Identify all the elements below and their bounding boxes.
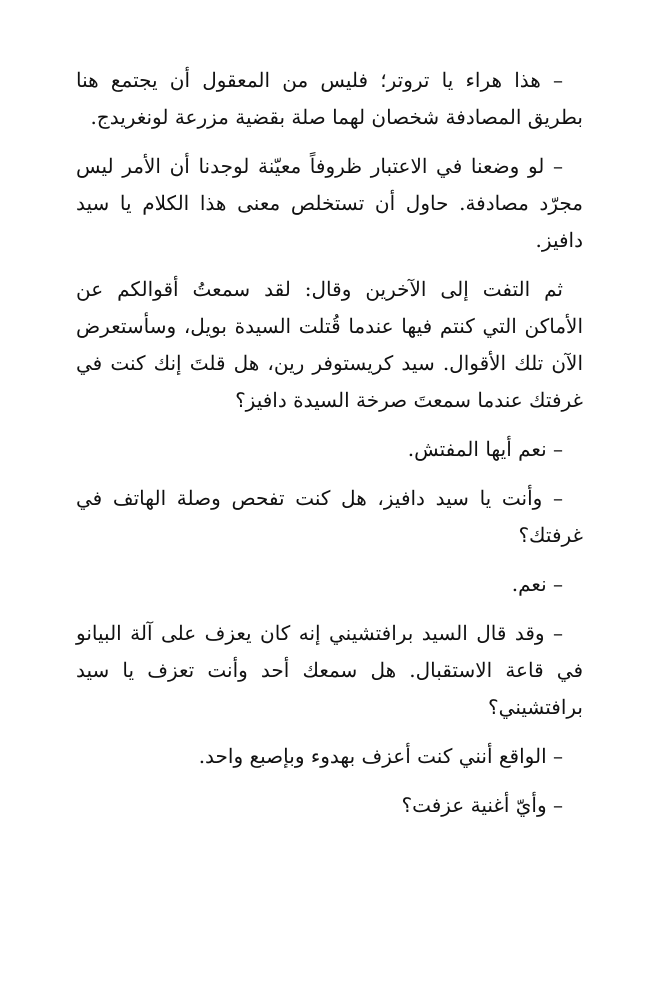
paragraph-8: – الواقع أنني كنت أعزف بهدوء وبإصبع واحد. [198,744,563,768]
book-page [76,62,583,824]
paragraph-1: – هذا هراء يا تروتر؛ فليس من المعقول أن يجتمع هنا بطريق المصادفة شخصان لهما صلة بقضية مزرعة لونغريدج. [76,68,583,129]
paragraph-3: ثم التفت إلى الآخرين وقال: لقد سمعتُ أقوالكم عن الأماكن التي كنتم فيها عندما قُتلت السيدة بويل، وسأستعرض الآن تلك الأقوال. سيد كريستوفر رين، هل قلتَ إنك كنت في غرفتك عندما سمعتَ صرخة السيدة دافيز؟ [76,277,583,412]
paragraph-9: – وأيّ أغنية عزفت؟ [401,793,563,817]
paragraph-6: – نعم. [511,572,563,596]
paragraph-2: – لو وضعنا في الاعتبار ظروفاً معيّنة لوجدنا أن الأمر ليس مجرّد مصادفة. حاول أن تستخلص معنى هذا الكلام يا سيد دافيز. [76,154,583,252]
paragraph-5: – وأنت يا سيد دافيز، هل كنت تفحص وصلة الهاتف في غرفتك؟ [76,486,583,547]
paragraph-7: – وقد قال السيد برافتشيني إنه كان يعزف على آلة البيانو في قاعة الاستقبال. هل سمعك أحد وأنت تعزف يا سيد برافتشيني؟ [76,621,584,719]
paragraph-4: – نعم أيها المفتش. [407,437,563,461]
